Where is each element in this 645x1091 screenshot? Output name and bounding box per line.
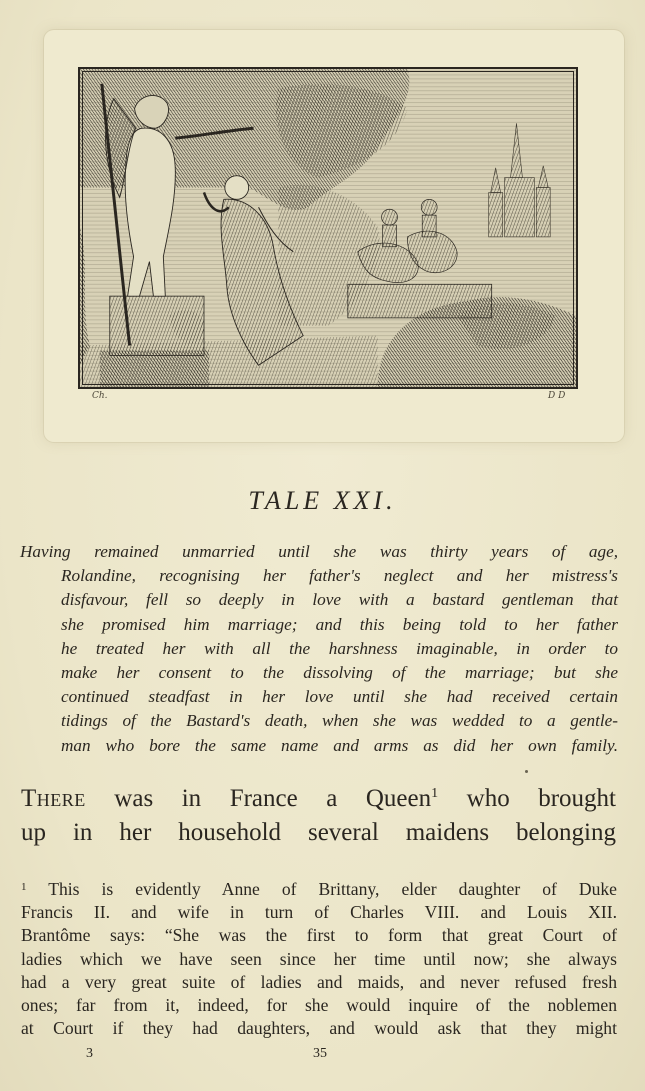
body-line [21, 782, 616, 816]
body-line: up in her household several maidens belonging [21, 819, 616, 846]
footnote-line: ones; far from it, indeed, for she would inquire of the noblemen [21, 995, 617, 1016]
engraver-signature-left: Ch. [92, 391, 108, 401]
signature-mark: 3 [86, 1046, 93, 1061]
footnote-fragment: This is evidently Anne of Brittany, elder daughter of Duke [26, 879, 617, 899]
body-fragment: was in France a Queen [85, 785, 432, 812]
printing-speck [525, 770, 528, 773]
footnote-line: Brantôme says: “She was the first to form that great Court of [21, 925, 617, 946]
footnote-line: had a very great suite of ladies and maids, and never refused fresh [21, 971, 617, 992]
footnote-reference[interactable]: 1 [431, 786, 439, 801]
argument-line: Having remained unmarried until she was thirty years of age, [20, 542, 618, 561]
tale-title: TALE XXI. [248, 486, 397, 515]
footnote-line: Francis II. and wife in turn of Charles VIII. and Louis XII. [21, 902, 617, 923]
argument-line: continued steadfast in her love until she had received certain [61, 687, 618, 707]
footnote-line: ladies which we have seen since her time until now; she always [21, 948, 617, 969]
argument-line: Rolandine, recognising her father's neglect and her mistress's [61, 566, 618, 586]
engraving-image [80, 69, 576, 387]
body-text [21, 782, 616, 850]
body-fragment: who brought [438, 785, 617, 812]
footnote-marker: 1 [21, 881, 27, 893]
footnote-line: at Court if they had daughters, and would ask that they might [21, 1018, 617, 1039]
argument-line: man who bore the same name and arms as did her own family. [61, 735, 618, 755]
argument-line: he treated her with all the harshness imaginable, in order to [61, 638, 618, 658]
argument-line: tidings of the Bastard's death, when she was wedded to a gentle- [61, 711, 618, 731]
argument-line: she promised him marriage; and this being told to her father [61, 614, 618, 634]
opening-word: There [21, 785, 86, 812]
tale-argument [20, 540, 618, 758]
argument-line: disfavour, fell so deeply in love with a bastard gentleman that [61, 590, 618, 610]
argument-line: make her consent to the dissolving of the marriage; but she [61, 663, 618, 683]
page-number: 35 [313, 1046, 327, 1061]
engraving-illustration [78, 67, 578, 389]
footnote-line [21, 878, 617, 901]
footnote [21, 878, 617, 1040]
engraver-signature-right: D D [548, 391, 566, 401]
